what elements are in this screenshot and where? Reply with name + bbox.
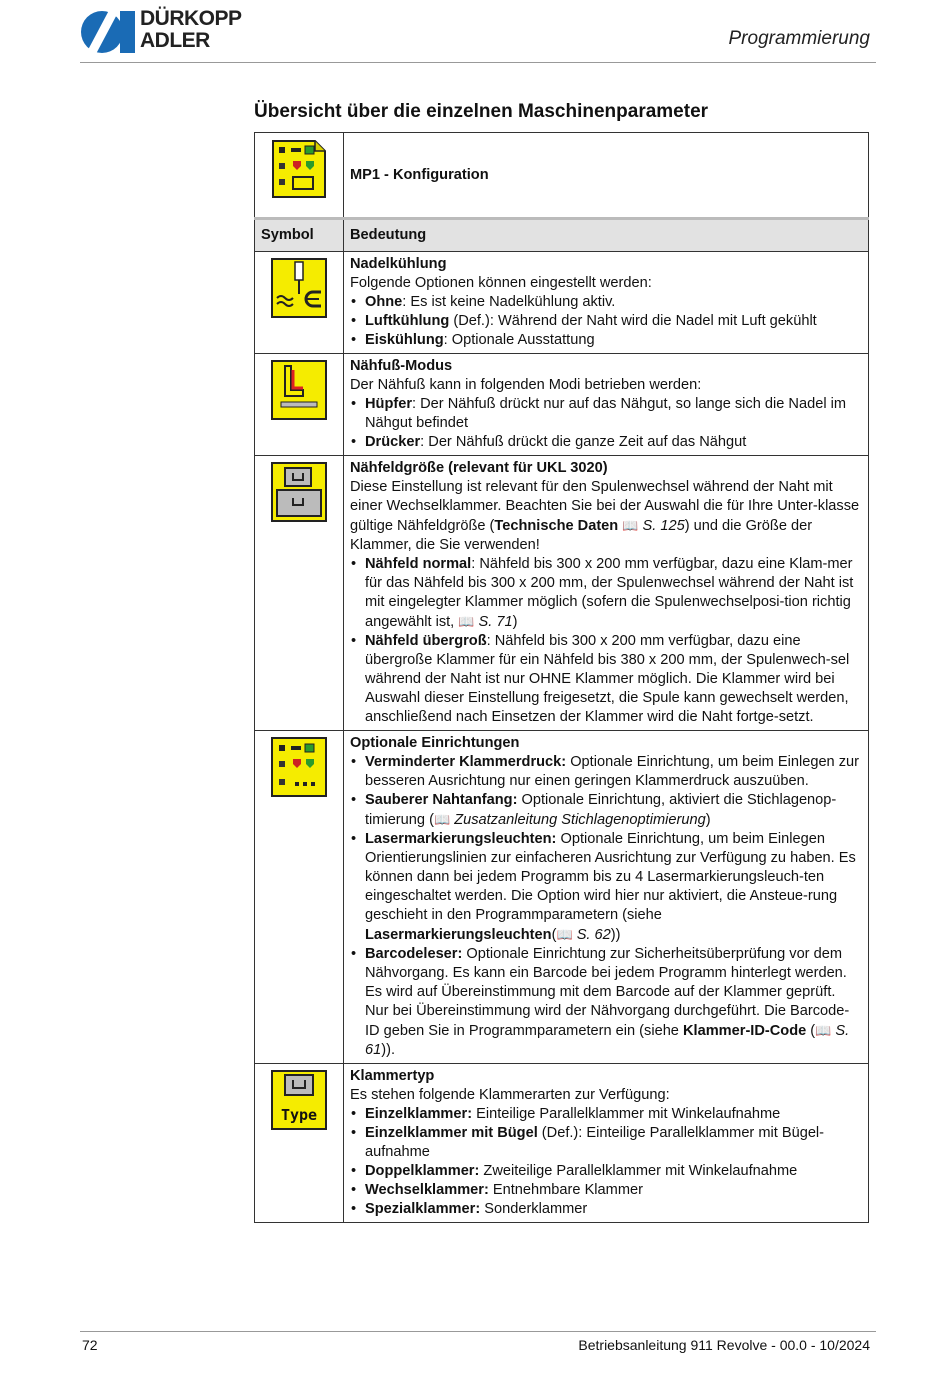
row-title: Nähfuß-Modus	[350, 358, 453, 374]
type-label: Type	[280, 1106, 318, 1124]
header-rule	[80, 62, 876, 63]
table-row	[255, 252, 869, 354]
book-icon: 📖	[556, 927, 573, 942]
page-reference[interactable]: S. 125	[642, 518, 685, 534]
column-header-symbol: Symbol	[255, 219, 344, 252]
row-title: Klammertyp	[350, 1068, 435, 1084]
page-header	[80, 0, 876, 64]
page-reference[interactable]: S. 71	[478, 614, 513, 630]
book-icon: 📖	[622, 518, 639, 533]
clamp-type-icon	[271, 1070, 327, 1130]
list-item: • Einzelklammer: Einteilige Parallelklammer mit Winkelaufnahme	[350, 1105, 862, 1124]
page-heading: Übersicht über die einzelnen Maschinenparameter	[254, 101, 709, 122]
table-row	[255, 456, 869, 731]
column-header-meaning: Bedeutung	[344, 219, 869, 252]
option-list	[350, 1105, 862, 1219]
section-title: Programmierung	[728, 28, 870, 49]
table-row	[255, 1064, 869, 1223]
table-row	[255, 731, 869, 1064]
option-list	[350, 555, 862, 727]
list-item: • Verminderter Klammerdruck: Optionale Einrichtung, um beim Einlegen zur besseren Ausrichtung nur einen geringen Klammerdruck auszuüben.	[350, 753, 862, 791]
configuration-icon	[271, 139, 327, 199]
list-item: • Luftkühlung (Def.): Während der Naht wird die Nadel mit Luft gekühlt	[350, 312, 862, 331]
document-info: Betriebsanleitung 911 Revolve - 00.0 - 10/2024	[578, 1337, 870, 1353]
book-icon: 📖	[815, 1023, 832, 1038]
brand-line-2: ADLER	[140, 29, 210, 52]
row-title: Optionale Einrichtungen	[350, 735, 520, 751]
row-intro: Folgende Optionen können eingestellt werden:	[350, 275, 652, 291]
list-item: • Eiskühlung: Optionale Ausstattung	[350, 331, 862, 350]
duerkopp-adler-logo	[80, 6, 330, 56]
list-item: • Hüpfer: Der Nähfuß drückt nur auf das Nähgut, so lange sich die Nadel im Nähgut befindet	[350, 395, 862, 433]
table-header-row	[255, 219, 869, 252]
sewing-field-size-icon	[271, 462, 327, 522]
list-item: • Barcodeleser: Optionale Einrichtung zur Sicherheitsüberprüfung vor dem Nähvorgang. Es kann ein Barcode bei jedem Programm hinterlegt werden. Es wird auf Übereinstimmung mit dem Barcode auf der Klammer geprüft. Nur bei Übereinstimmung wird der Nähvorgang durchgeführt. Die Barcode-ID geben Sie in Programmparametern ein (siehe Klammer-ID-Code (📖 S. 61)).	[350, 945, 862, 1060]
list-item: • Spezialklammer: Sonderklammer	[350, 1200, 862, 1219]
list-item: • Wechselklammer: Entnehmbare Klammer	[350, 1181, 862, 1200]
page-number: 72	[82, 1337, 98, 1353]
list-item: • Drücker: Der Nähfuß drückt die ganze Zeit auf das Nähgut	[350, 433, 862, 452]
row-intro: Der Nähfuß kann in folgenden Modi betrieben werden:	[350, 377, 702, 393]
page-reference[interactable]: S. 62	[576, 927, 611, 943]
page-reference[interactable]: S. 61	[365, 1023, 850, 1058]
row-title: Nadelkühlung	[350, 256, 447, 272]
list-item: • Nähfeld normal: Nähfeld bis 300 x 200 mm verfügbar, dazu eine Klam-mer für das Nähfeld bis 300 x 200 mm, der Spulenwechsel während der Naht ist mit eingelegter Klammer möglich (sofern die Spulenwechselposi-tion richtig angewählt ist, 📖 S. 71)	[350, 555, 862, 632]
book-icon: 📖	[458, 614, 475, 629]
option-list	[350, 395, 862, 452]
list-item: • Nähfeld übergroß: Nähfeld bis 300 x 200 mm verfügbar, dazu eine übergroße Klammer für ein Nähfeld bis 380 x 200 mm, der Spulenwech-sel während der Naht ist nur OHNE Klammer möglich. Die Klammer wird bei Auswahl dieser Einstellung freigesetzt, die Spule kann gewechselt werden, anschließend nach Einsetzen der Klammer wird die Naht fortge-setzt.	[350, 632, 862, 727]
list-item: • Einzelklammer mit Bügel (Def.): Einteilige Parallelklammer mit Bügel-aufnahme	[350, 1124, 862, 1162]
option-list	[350, 753, 862, 1060]
optional-devices-icon	[271, 737, 327, 797]
parameter-table	[254, 132, 869, 1223]
page-footer	[80, 1331, 876, 1353]
option-list	[350, 293, 862, 350]
table-row	[255, 354, 869, 456]
row-intro: Es stehen folgende Klammerarten zur Verfügung:	[350, 1087, 670, 1103]
mp1-row	[255, 133, 869, 219]
row-title: Nähfeldgröße (relevant für UKL 3020)	[350, 460, 608, 476]
list-item: • Lasermarkierungsleuchten: Optionale Einrichtung, um beim Einlegen Orientierungslinien zur einfacheren Ausrichtung zur Verfügung zu haben. Es können dann bei jedem Programm bis zu 4 Lasermarkierungsleuch-ten eingeschaltet werden. Die Option wird hier nur aktiviert, die Ansteue-rung geschieht in den Programmparametern (siehe Lasermarkierungsleuchten(📖 S. 62))	[350, 830, 862, 945]
book-icon: 📖	[433, 812, 451, 827]
brand-mark-icon	[80, 10, 136, 54]
needle-cooling-icon	[271, 258, 327, 318]
list-item: • Sauberer Nahtanfang: Optionale Einrichtung, aktiviert die Stichlagenop-timierung (📖 Zusatzanleitung Stichlagenoptimierung)	[350, 791, 862, 830]
presser-foot-icon	[271, 360, 327, 420]
list-item: • Ohne: Es ist keine Nadelkühlung aktiv.	[350, 293, 862, 312]
document-reference[interactable]: Zusatzanleitung Stichlagenoptimierung	[454, 812, 706, 828]
mp1-title: MP1 - Konfiguration	[344, 133, 869, 219]
mp1-symbol-cell	[255, 133, 344, 219]
brand-line-1: DÜRKOPP	[140, 7, 242, 30]
list-item: • Doppelklammer: Zweiteilige Parallelklammer mit Winkelaufnahme	[350, 1162, 862, 1181]
row-intro: Diese Einstellung ist relevant für den Spulenwechsel während der Naht mit einer Wechselklammer. Beachten Sie bei der Auswahl die für Ihre Unter-klasse gültige Nähfeldgröße (Technische Daten 📖 S. 125) und die Größe der Klammer, die Sie verwenden!	[350, 479, 860, 553]
